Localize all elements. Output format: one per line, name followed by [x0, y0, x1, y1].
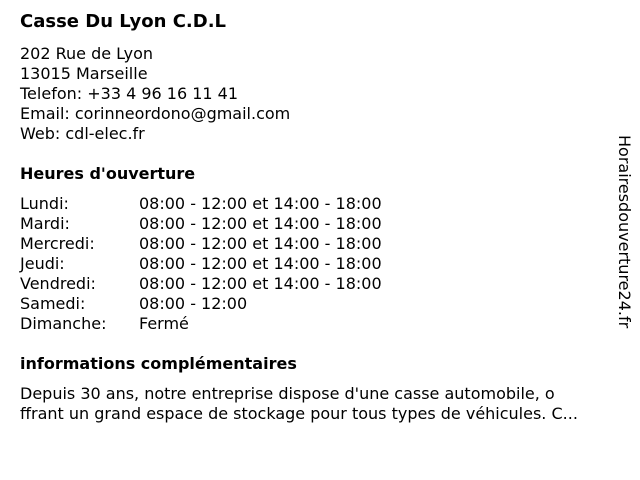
day-label: Lundi: [20, 194, 69, 213]
day-hours: 08:00 - 12:00 et 14:00 - 18:00 [139, 254, 382, 273]
day-label: Vendredi: [20, 274, 96, 293]
day-hours: 08:00 - 12:00 [139, 294, 248, 313]
day-label: Dimanche: [20, 314, 107, 333]
day-label: Mercredi: [20, 234, 95, 253]
day-hours: 08:00 - 12:00 et 14:00 - 18:00 [139, 214, 382, 233]
day-label: Jeudi: [20, 254, 65, 273]
info-description [20, 384, 626, 424]
street-address: 202 Rue de Lyon [20, 44, 154, 63]
watermark-text: Horairesdouverture24.fr [615, 135, 634, 329]
city: 13015 Marseille [20, 64, 148, 83]
info-line: ffrant un grand espace de stockage pour tous types de véhicules. C... [20, 404, 578, 423]
day-hours: 08:00 - 12:00 et 14:00 - 18:00 [139, 234, 382, 253]
day-label: Samedi: [20, 294, 86, 313]
site-watermark [612, 135, 636, 345]
day-label: Mardi: [20, 214, 70, 233]
day-hours: Fermé [139, 314, 189, 333]
business-name: Casse Du Lyon C.D.L [20, 11, 227, 32]
info-title: informations complémentaires [20, 354, 297, 373]
email: Email: corinneordono@gmail.com [20, 104, 291, 123]
day-hours: 08:00 - 12:00 et 14:00 - 18:00 [139, 274, 382, 293]
phone: Telefon: +33 4 96 16 11 41 [20, 84, 239, 103]
hours-title: Heures d'ouverture [20, 164, 196, 183]
day-hours: 08:00 - 12:00 et 14:00 - 18:00 [139, 194, 382, 213]
info-line: Depuis 30 ans, notre entreprise dispose d'une casse automobile, o [20, 384, 555, 403]
contact-block [20, 44, 290, 144]
website: Web: cdl-elec.fr [20, 124, 145, 143]
